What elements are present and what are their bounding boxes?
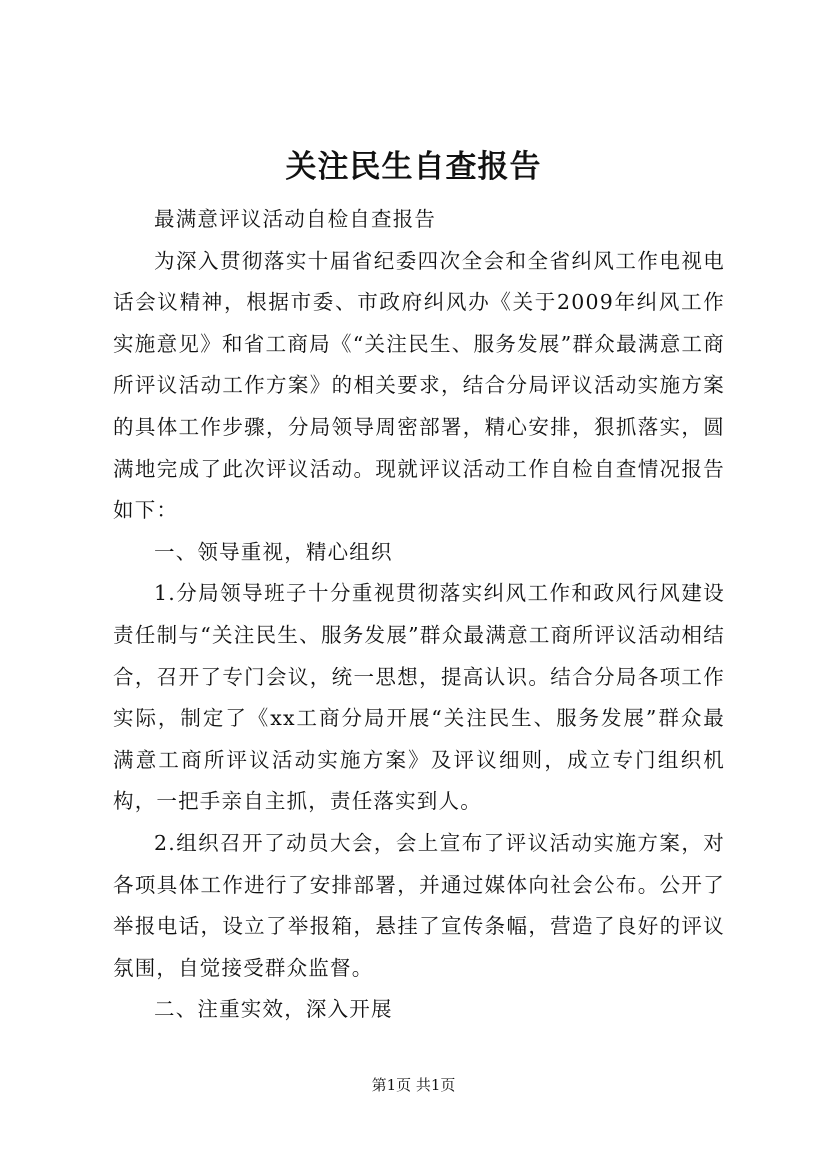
document-body bbox=[113, 199, 725, 1031]
item-paragraph-2: 2.组织召开了动员大会，会上宣布了评议活动实施方案，对各项具体工作进行了安排部署，并通过媒体向社会公布。公开了举报电话，设立了举报箱，悬挂了宣传条幅，营造了良好的评议氛围，自觉接受群众监督。 bbox=[113, 830, 725, 980]
document-title: 关注民生自查报告 bbox=[285, 149, 542, 185]
section-heading-2: 二、注重实效，深入开展 bbox=[154, 997, 393, 1022]
section-heading-1: 一、领导重视，精心组织 bbox=[154, 539, 393, 564]
item-paragraph-1: 1.分局领导班子十分重视贯彻落实纠风工作和政风行风建设责任制与“关注民生、服务发展”群众最满意工商所评议活动相结合，召开了专门会议，统一思想，提高认识。结合分局各项工作实际，制定了《xx工商分局开展“关注民生、服务发展”群众最满意工商所评议活动实施方案》及评议细则，成立专门组织机构，一把手亲自主抓，责任落实到人。 bbox=[113, 581, 725, 814]
subtitle-paragraph: 最满意评议活动自检自查报告 bbox=[154, 207, 437, 231]
intro-paragraph: 为深入贯彻落实十届省纪委四次全会和全省纠风工作电视电话会议精神，根据市委、市政府纠风办《关于2009年纠风工作实施意见》和省工商局《“关注民生、服务发展”群众最满意工商所评议活动工作方案》的相关要求，结合分局评议活动实施方案的具体工作步骤，分局领导周密部署，精心安排，狠抓落实，圆满地完成了此次评议活动。现就评议活动工作自检自查情况报告如下： bbox=[113, 248, 725, 523]
page-footer: 第1页 共1页 bbox=[371, 1076, 456, 1094]
